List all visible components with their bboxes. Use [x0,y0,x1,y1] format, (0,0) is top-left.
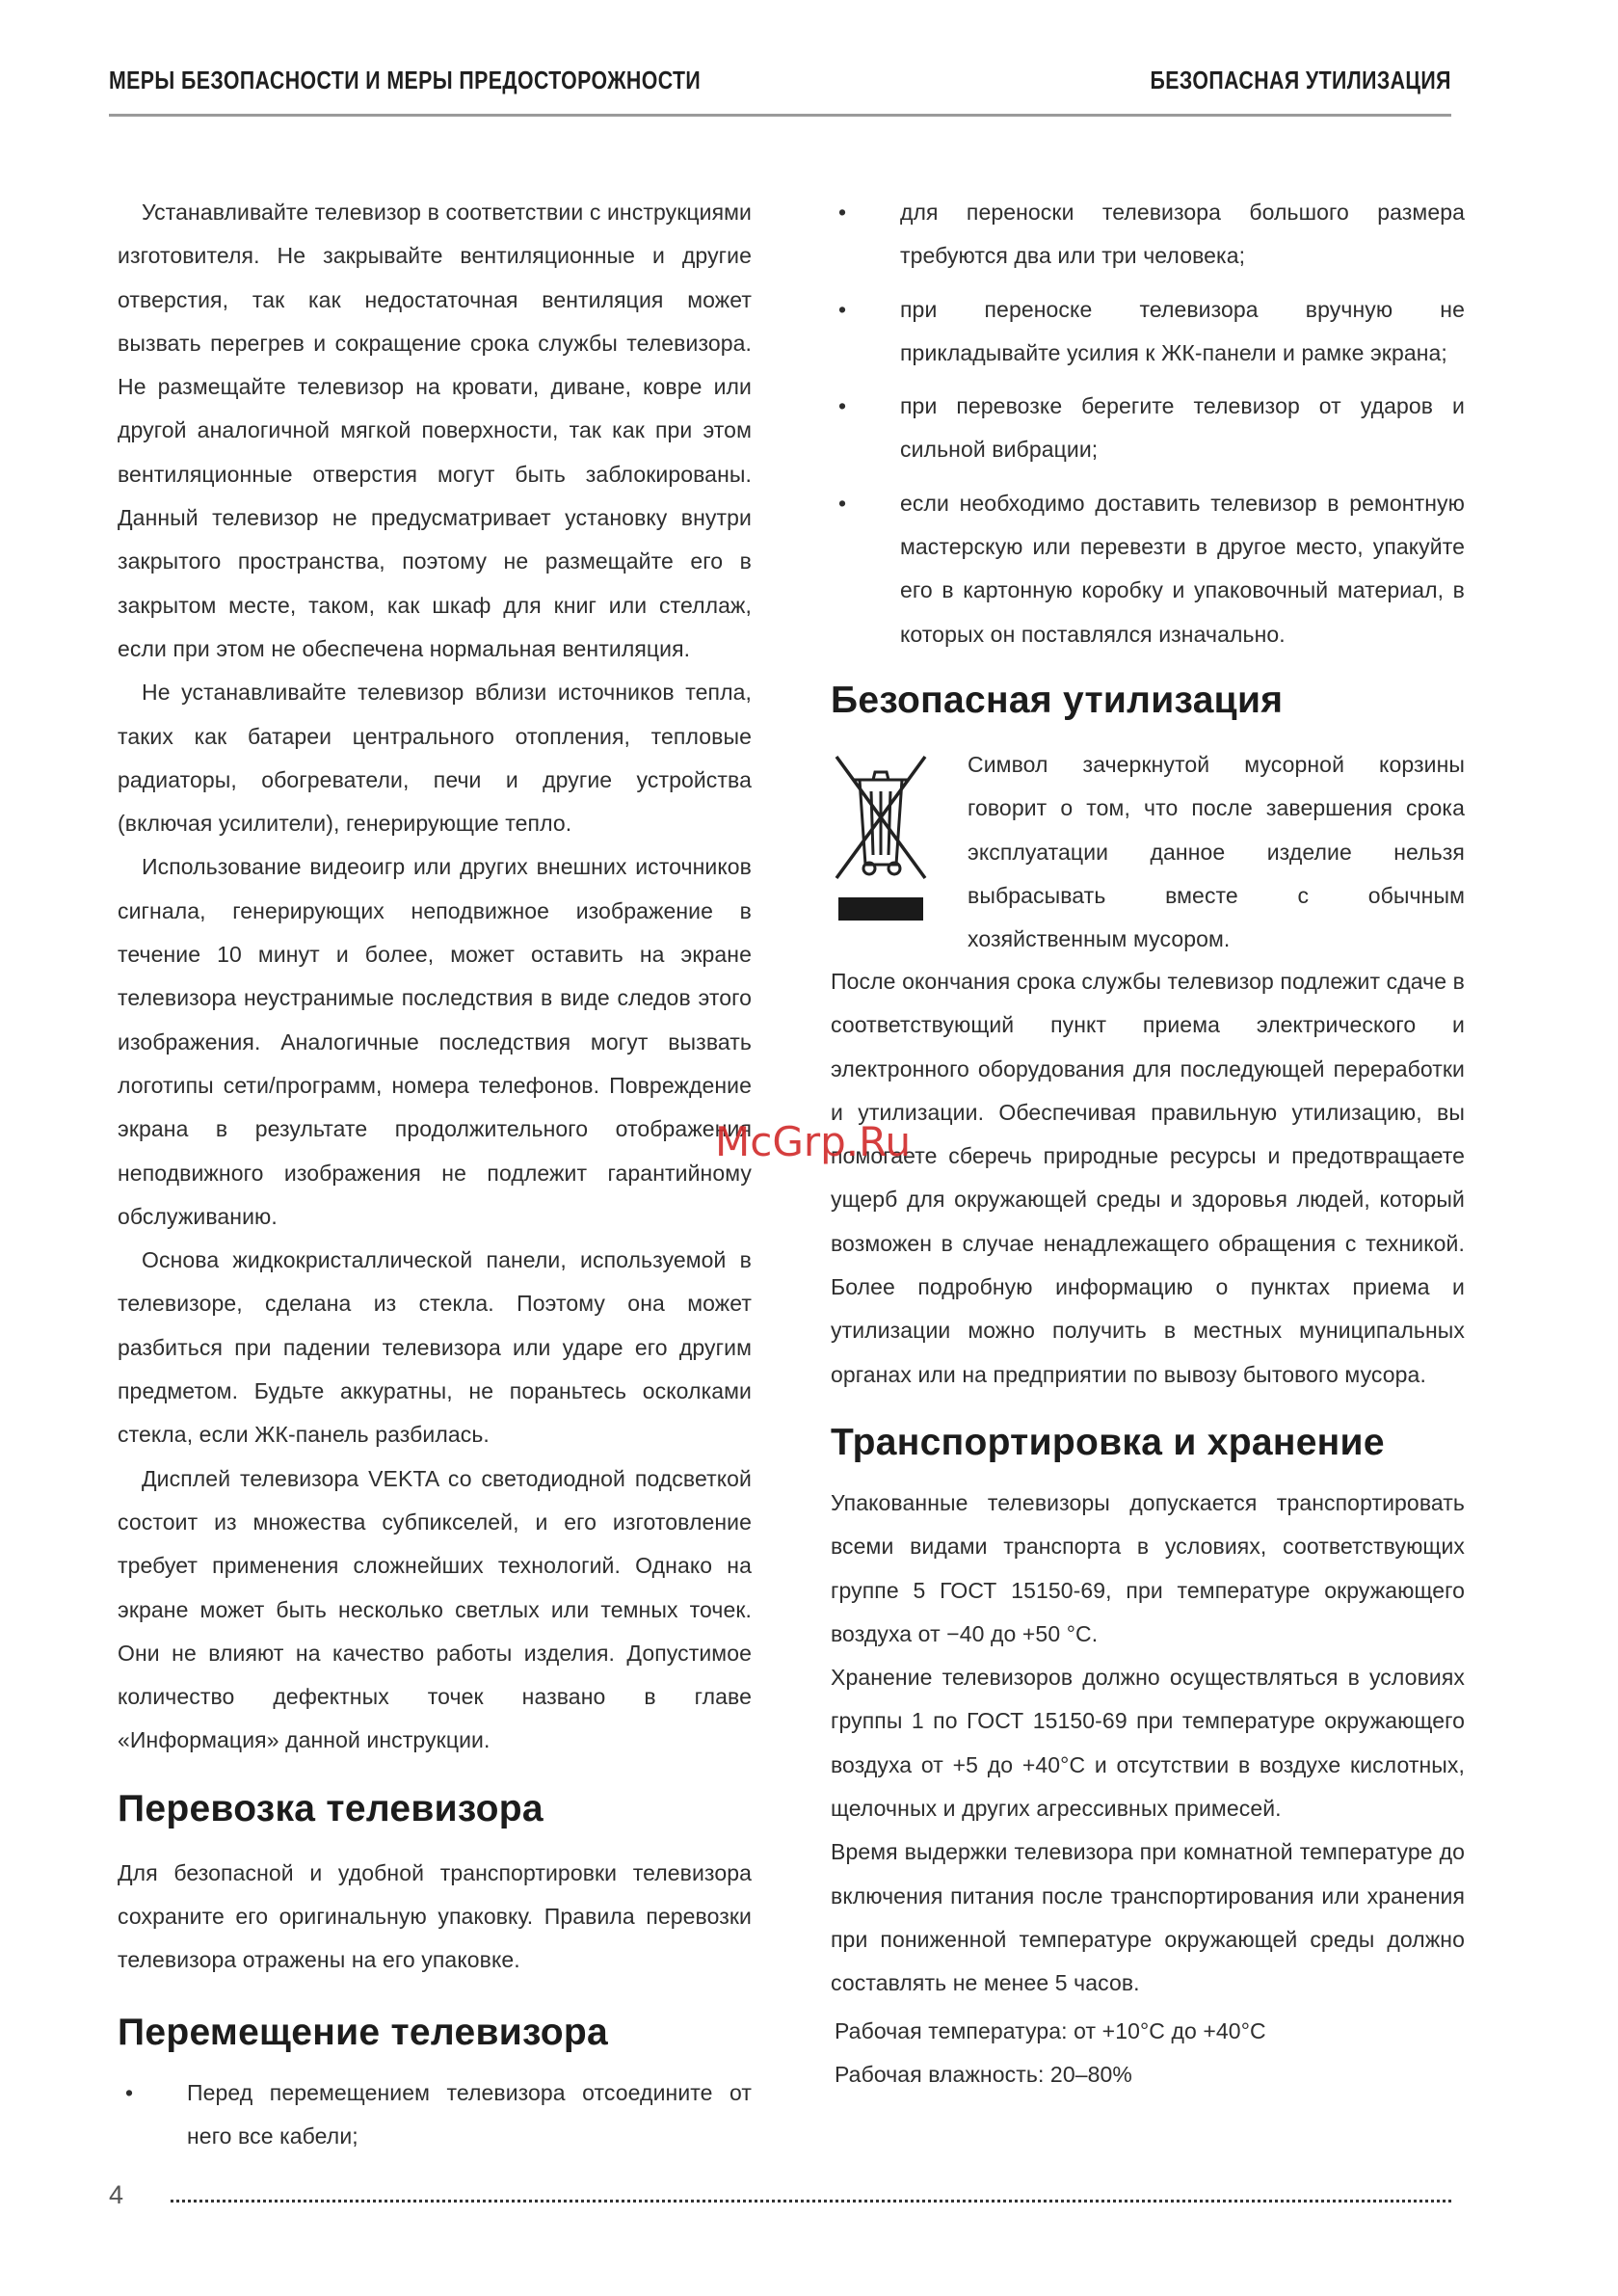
right-column [831,191,1465,2096]
working-temperature: Рабочая температура: от +10°С до +40°С [835,2017,1266,2043]
bullet-icon: • [125,2079,134,2105]
paragraph-warmup-time: Время выдержки телевизора при комнатной температуре до включения питания после транспортирования или хранения при пониженной температуре окружающей среды должно составлять не менее 5 часов. [831,1839,1465,1996]
list-item: • при перевозке берегите телевизор от ударов и сильной вибрации; [831,385,1465,472]
disposal-symbol-block [831,743,1465,960]
paragraph-storage-conditions: Хранение телевизоров должно осуществляться в условиях группы 1 по ГОСТ 15150-69 при температуре окружающего воздуха от +5 до +40°С и отсутствии в воздухе кислотных, щелочных и других агрессивных примесей. [831,1665,1465,1822]
paragraph-static-image: Использование видеоигр или других внешних источников сигнала, генерирующих неподвижное изображение в течение 10 минут и более, может оставить на экране телевизора неустранимые последствия в виде следов этого изображения. Аналогичные последствия могут вызвать логотипы сети/программ, номера телефонов. Повреждение экрана в результате продолжительного отображения неподвижного изображения не подлежит гарантийному обслуживанию. [118,854,752,1229]
page-header [109,60,1451,118]
crossed-bin-icon [831,751,931,924]
page-footer [109,2180,1451,2219]
bullet-icon: • [838,490,847,516]
paragraph-disposal: После окончания срока службы телевизор подлежит сдаче в соответствующий пункт приема электрического и электронного оборудования для последующей переработки и утилизации. Обеспечивая правильную утилизацию, вы помогаете сберечь природные ресурсы и предотвращаете ущерб для окружающей среды и здоровья людей, который возможен в случае ненадлежащего обращения с техникой. Более подробную информацию о пунктах приема и утилизации можно получить в местных муниципальных органах или на предприятии по вывозу бытового мусора. [831,968,1465,1387]
paragraph-pixels: Дисплей телевизора VEKTA со светодиодной подсветкой состоит из множества субпикселей, и его изготовление требует применения сложнейших технологий. Однако на экране может быть несколько светлых или темных точек. Они не влияют на качество работы изделия. Допустимое количество дефектных точек названо в главе «Информация» данной инструкции. [118,1465,752,1753]
header-section-title: МЕРЫ БЕЗОПАСНОСТИ И МЕРЫ ПРЕДОСТОРОЖНОСТИ [109,66,702,94]
paragraph-glass-panel: Основа жидкокристаллической панели, используемой в телевизоре, сделана из стекла. Поэтому она может разбиться при падении телевизора или ударе его другим предметом. Будьте аккуратны, не пораньтесь осколками стекла, если ЖК-панель разбилась. [118,1247,752,1448]
working-humidity: Рабочая влажность: 20–80% [835,2061,1132,2087]
header-rule [109,114,1451,117]
paragraph-heat-sources: Не устанавливайте телевизор вблизи источников тепла, таких как батареи центрального отопления, тепловые радиаторы, обогреватели, печи и другие устройства (включая усилители), генерирующие тепло. [118,680,752,837]
watermark: McGrp.Ru [715,1118,912,1165]
bullet-icon: • [838,393,847,419]
page-number: 4 [109,2180,124,2209]
disposal-symbol-text: Символ зачеркнутой мусорной корзины говорит о том, что после завершения срока эксплуатации данное изделие нельзя выбрасывать вместе с обычным хозяйственным мусором. [968,751,1465,952]
list-item: • Перед перемещением телевизора отсоедините от него все кабели; [118,2071,752,2159]
moving-list-right [831,191,1465,656]
moving-list-left [118,2071,752,2159]
paragraph-transport: Для безопасной и удобной транспортировки телевизора сохраните его оригинальную упаковку. Правила перевозки телевизора отражены на его упаковке. [118,1859,752,1973]
bullet-icon: • [838,200,847,225]
list-item: • для переноски телевизора большого размера требуются два или три человека; [831,191,1465,279]
left-column [118,191,752,2158]
heading-disposal: Безопасная утилизация [831,679,1284,721]
paragraph-transport-conditions: Упакованные телевизоры допускается транспортировать всеми видами транспорта в условиях, соответствующих группе 5 ГОСТ 15150-69, при температуре окружающего воздуха от −40 до +50 °С. [831,1489,1465,1646]
footer-dotted-rule [171,2200,1451,2203]
paragraph-installation: Устанавливайте телевизор в соответствии с инструкциями изготовителя. Не закрывайте вентиляционные и другие отверстия, так как недостаточная вентиляция может вызвать перегрев и сокращение срока службы телевизора. Не размещайте телевизор на кровати, диване, ковре или другой аналогичной мягкой поверхности, так как при этом вентиляционные отверстия могут быть заблокированы. Данный телевизор не предусматривает установку внутри закрытого пространства, поэтому не размещайте его в закрытом месте, таком, как шкаф для книг или стеллаж, если при этом не обеспечена нормальная вентиляция. [118,200,752,661]
list-item: • если необходимо доставить телевизор в ремонтную мастерскую или перевезти в другое место, упакуйте его в картонную коробку и упаковочный материал, в которых он поставлялся изначально. [831,482,1465,656]
heading-storage: Транспортировка и хранение [831,1421,1385,1463]
heading-transport: Перевозка телевизора [118,1787,544,1829]
heading-moving: Перемещение телевизора [118,2011,608,2053]
header-chapter-title: БЕЗОПАСНАЯ УТИЛИЗАЦИЯ [1150,66,1451,94]
list-item: • при переноске телевизора вручную не прикладывайте усилия к ЖК-панели и рамке экрана; [831,288,1465,376]
bullet-icon: • [838,296,847,322]
